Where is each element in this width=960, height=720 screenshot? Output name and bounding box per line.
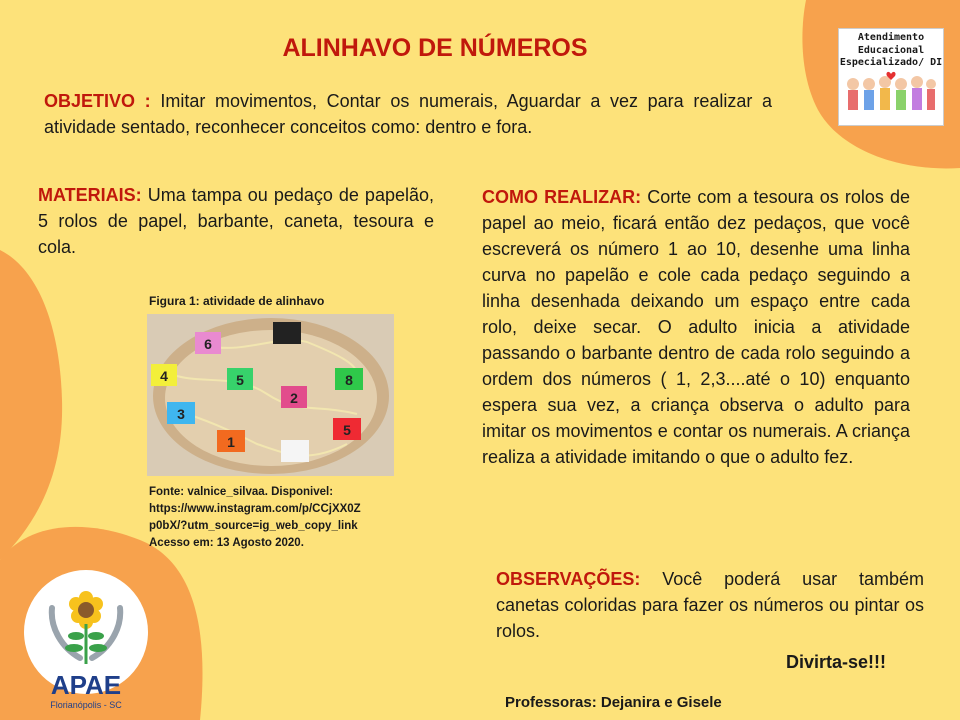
badge-line: Especializado/ DI bbox=[839, 57, 943, 68]
apae-logo-name: APAE bbox=[50, 670, 122, 700]
photo-number: 8 bbox=[345, 372, 353, 388]
objetivo-paragraph bbox=[44, 88, 772, 140]
badge-line: Educacional bbox=[857, 44, 925, 56]
source-line: p0bX/?utm_source=ig_web_copy_link bbox=[149, 520, 358, 532]
aee-badge bbox=[838, 28, 944, 126]
photo-number: 6 bbox=[204, 336, 212, 352]
materiais-text: Uma tampa ou pedaço de papelão, 5 rolos de papel, barbante, caneta, tesoura e cola. bbox=[38, 185, 434, 257]
objetivo-label: OBJETIVO : bbox=[44, 91, 151, 111]
figure-caption: Figura 1: atividade de alinhavo bbox=[149, 294, 325, 308]
como-realizar-text: Corte com a tesoura os rolos de papel ao meio, ficará então dez pedaços, que você escreverá os número 1 ao 10, desenhe uma linha curva no papelão e cole cada pedaço seguindo a linha desenhada deixando um espaço entre cada rolo, deixe secar. O adulto inicia a atividade passando o barbante dentro de cada rolo seguindo a ordem dos números ( 1, 2,3....até o 10) enquanto espera sua vez, a criança observa o adulto para imitar os movimentos e contar os numerais. A criança realiza a atividade imitando o que o adulto fez. bbox=[482, 187, 910, 467]
page-title: ALINHAVO DE NÚMEROS bbox=[282, 34, 588, 62]
figure-source bbox=[149, 484, 409, 552]
badge-line: Atendimento bbox=[857, 32, 925, 43]
apae-logo-icon bbox=[22, 568, 150, 714]
source-line: https://www.instagram.com/p/CCjXX0Z bbox=[149, 503, 361, 515]
professoras-text: Professoras: Dejanira e Gisele bbox=[505, 694, 722, 711]
photo-number: 5 bbox=[343, 422, 351, 438]
como-realizar-paragraph bbox=[482, 184, 910, 470]
source-line: Acesso em: 13 Agosto 2020. bbox=[149, 537, 304, 549]
observacoes-label: OBSERVAÇÕES: bbox=[496, 569, 641, 589]
source-line: Fonte: valnice_silvaa. Disponivel: bbox=[149, 486, 334, 498]
materiais-label: MATERIAIS: bbox=[38, 185, 142, 205]
divirta-text: Divirta-se!!! bbox=[786, 652, 887, 672]
como-realizar-label: COMO REALIZAR: bbox=[482, 187, 642, 207]
photo-number: 2 bbox=[290, 390, 298, 406]
photo-number: 5 bbox=[236, 372, 244, 388]
photo-number: 3 bbox=[177, 406, 185, 422]
observacoes-paragraph bbox=[496, 566, 924, 644]
activity-photo bbox=[147, 314, 394, 476]
apae-logo-city: Florianópolis - SC bbox=[50, 700, 122, 710]
observacoes-text: Você poderá usar também canetas coloridas para fazer os números ou pintar os rolos. bbox=[496, 569, 924, 641]
photo-number: 1 bbox=[227, 434, 235, 450]
objetivo-text: Imitar movimentos, Contar os numerais, Aguardar a vez para realizar a atividade sentado, reconhecer conceitos como: dentro e fora. bbox=[44, 91, 773, 137]
children-illustration-icon bbox=[843, 70, 939, 122]
apae-logo bbox=[22, 568, 150, 714]
materiais-paragraph bbox=[38, 182, 434, 260]
photo-number: 4 bbox=[160, 368, 168, 384]
